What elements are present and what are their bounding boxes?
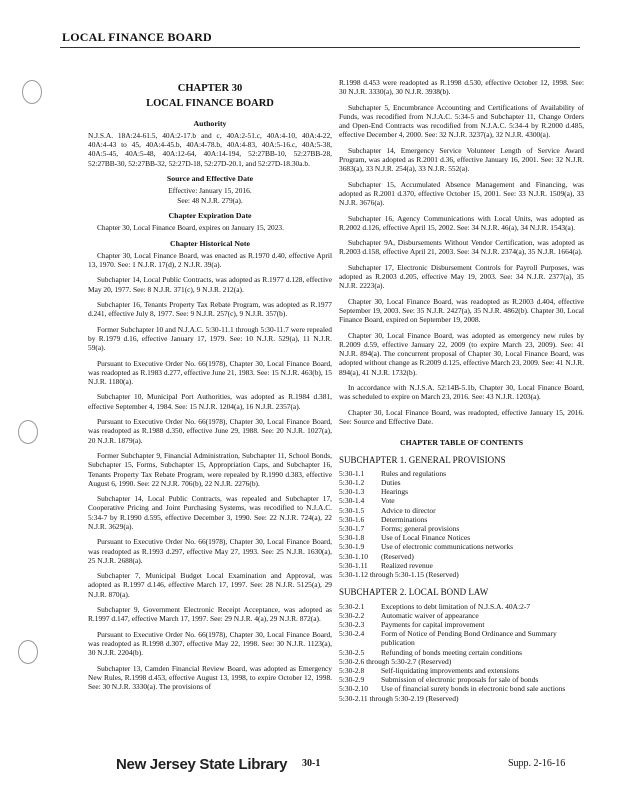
toc-row: 5:30-1.12 through 5:30-1.15 (Reserved) xyxy=(339,570,459,580)
authority-heading: Authority xyxy=(193,118,227,128)
page-number: 30-1 xyxy=(302,758,321,769)
supplement-date: Supp. 2-16-16 xyxy=(508,758,566,769)
toc-row: 5:30-1.4 Vote xyxy=(339,496,395,506)
toc-heading: CHAPTER TABLE OF CONTENTS xyxy=(399,438,524,448)
history-heading: Chapter Historical Note xyxy=(170,238,250,248)
toc-row: 5:30-1.11 Realized revenue xyxy=(339,560,433,570)
history-paragraph: Subchapter 15, Accumulated Absence Management and Financing, was adopted as R.2001 d.370, effective October 15, 2001. See: 33 N.J.R. 1509(a), 33 N.J.R. 3676(a). xyxy=(339,179,584,208)
history-paragraph: Subchapter 14, Emergency Service Volunteer Length of Service Award Program, was adopted as R.2001 d.36, effective January 16, 2001. See: 32 N.J.R. 3683(a), 33 N.J.R. 254(a), 33 N.J.R. 552(a). xyxy=(339,145,584,174)
toc-row: 5:30-2.2 Automatic waiver of appearance xyxy=(339,610,479,620)
toc-row: 5:30-1.3 Hearings xyxy=(339,487,409,497)
running-head: LOCAL FINANCE BOARD xyxy=(62,30,212,44)
history-paragraph: Chapter 30, Local Finance Board, was readopted as R.2003 d.404, effective September 19, 2003. See: 35 N.J.R. 2427(a), 35 N.J.R. 4862(b). Chapter 30, Local Finance Board, expired on September 19, 2008. xyxy=(339,296,584,325)
history-paragraph: Subchapter 10, Municipal Port Authorities, was adopted as R.1984 d.381, effective September 4, 1984. See: 15 N.J.R. 1204(a), 16 N.J.R. 2357(a). xyxy=(88,392,332,411)
history-paragraph: Subchapter 9, Government Electronic Receipt Acceptance, was adopted as R.1997 d.147, effective March 17, 1997. See: 29 N.J.R. 4(a), 29 N.J.R. 872(a). xyxy=(88,605,332,624)
history-paragraph: Chapter 30, Local Finance Board, was enacted as R.1970 d.40, effective April 13, 1970. See: 1 N.J.R. 17(d), 2 N.J.R. 39(a). xyxy=(88,250,332,270)
history-paragraph: Chapter 30, Local Finance Board, was readopted, effective January 15, 2016. See: Source and Effective Date. xyxy=(339,407,584,426)
history-paragraph: Pursuant to Executive Order No. 66(1978), Chapter 30, Local Finance Board, was readopted as R.1983 d.277, effective June 21, 1983. See: 15 N.J.R. 463(b), 15 N.J.R. 1180(a). xyxy=(88,358,332,387)
toc-row: 5:30-2.5 Refunding of bonds meeting certain conditions xyxy=(339,647,523,657)
source-citation: See: 48 N.J.R. 279(a). xyxy=(177,195,243,205)
toc-row: 5:30-2.3 Payments for capital improvement xyxy=(339,619,485,629)
history-paragraph: Subchapter 13, Camden Financial Review Board, was adopted as Emergency New Rules, R.1998 d.453, effective August 13, 1998, to expire October 12, 1998. See: 30 N.J.R. 3330(a). The provisions of xyxy=(88,663,332,692)
toc-row: 5:30-2.11 through 5:30-2.19 (Reserved) xyxy=(339,693,459,703)
library-logo: New Jersey State Library xyxy=(116,756,288,773)
toc-row: 5:30-2.6 through 5:30-2.7 (Reserved) xyxy=(339,656,452,666)
history-paragraph: In accordance with N.J.S.A. 52:14B-5.1b, Chapter 30, Local Finance Board, was scheduled to expire on March 23, 2016. See: 43 N.J.R. 1203(a). xyxy=(339,383,584,402)
punch-hole xyxy=(18,640,38,664)
history-paragraph: Subchapter 14, Local Public Contracts, was adopted as R.1977 d.128, effective May 20, 1977. See: 8 N.J.R. 371(c), 9 N.J.R. 212(a). xyxy=(88,275,332,294)
history-paragraph: Subchapter 16, Tenants Property Tax Rebate Program, was adopted as R.1977 d.241, effective July 8, 1977. See: 9 N.J.R. 257(c), 9 N.J.R. 357(b). xyxy=(88,300,332,319)
history-paragraph: Subchapter 7, Municipal Budget Local Examination and Approval, was adopted as R.1997 d.146, effective March 17, 1997. See: 28 N.J.R. 5125(a), 29 N.J.R. 870(a). xyxy=(88,571,332,599)
toc-row: 5:30-1.9 Use of electronic communications networks xyxy=(339,542,514,552)
toc-row: 5:30-2.1 Exceptions to debt limitation of N.J.S.A. 40A:2-7 xyxy=(339,601,531,611)
history-paragraph: Pursuant to Executive Order No. 66(1978), Chapter 30, Local Finance Board, was readopted as R.1993 d.297, effective May 27, 1993. See: 25 N.J.R. 1630(a), 25 N.J.R. 2688(a). xyxy=(88,537,332,565)
chapter-title: LOCAL FINANCE BOARD xyxy=(146,98,274,110)
history-paragraph: Former Subchapter 10 and N.J.A.C. 5:30-11.1 through 5:30-11.7 were repealed by R.1979 d.16, effective January 17, 1979. See: 10 N.J.R. 529(a), 11 N.J.R. 59(a). xyxy=(88,324,332,353)
history-paragraph: Subchapter 5, Encumbrance Accounting and Certifications of Availability of Funds, was recodified from N.J.A.C. 5:34-5 and Subchapter 11, Change Orders and Open-End Contracts was recodified from N.J.A.C. 5:34-4 by R.2000 d.485, effective December 4, 2000. See: 32 N.J.R. 3237(a), 32 N.J.R. 4300(a). xyxy=(339,102,584,140)
header-rule xyxy=(60,47,580,48)
chapter-number: CHAPTER 30 xyxy=(177,83,243,94)
history-paragraph: Subchapter 17, Electronic Disbursement Controls for Payroll Purposes, was adopted as R.2003 d.205, effective May 19, 2003. See: 34 N.J.R. 2377(a), 35 N.J.R. 2223(a). xyxy=(339,262,584,291)
source-heading: Source and Effective Date xyxy=(166,174,254,184)
expiration-heading: Chapter Expiration Date xyxy=(168,210,252,220)
history-paragraph: Subchapter 9A, Disbursements Without Vendor Certification, was adopted as R.2003 d.158, effective April 21, 2003. See: 34 N.J.R. 2374(a), 35 N.J.R. 1664(a). xyxy=(339,238,584,257)
toc-row: 5:30-2.9 Submission of electronic proposals for sale of bonds xyxy=(339,675,539,685)
history-paragraph: Subchapter 16, Agency Communications with Local Units, was adopted as R.2002 d.126, effective April 15, 2002. See: 34 N.J.R. 46(a), 34 N.J.R. 1543(a). xyxy=(339,213,584,232)
subchapter-2-title: SUBCHAPTER 2. LOCAL BOND LAW xyxy=(339,587,489,598)
authority-text: N.J.S.A. 18A:24-61.5, 40A:2-17.b and c, 40A:2-51.c, 40A:4-10, 40A:4-22, 40A:4-43 to 45, 40A:4-45.b, 40A:4-78.b, 40A:4-83, 40A:5-16.c, 40A:5-38, 40A:5-45, 40A:5-48, 40A:12-64, 40A:14-194, 52:27BB-10, 52:27BB-28, 52:27BB-30, 52:27BB-32, 52:27D-18, 52:27D-20.1, and 52:27D-18.30a.b. xyxy=(88,130,332,168)
toc-row: 5:30-2.4 Form of Notice of Pending Bond Ordinance and Summary publication xyxy=(339,629,557,648)
history-paragraph: Subchapter 14, Local Public Contracts, was repealed and Subchapter 17, Cooperative Pricing and Joint Purchasing Systems, was recodified to N.J.A.C. 5:34-7 by R.1990 d.595, effective December 3, 1990. See: 22 N.J.R. 724(a), 22 N.J.R. 3629(a). xyxy=(88,494,332,531)
toc-row: 5:30-1.7 Forms; general provisions xyxy=(339,524,460,534)
toc-row: 5:30-1.10 (Reserved) xyxy=(339,551,414,561)
toc-row: 5:30-1.1 Rules and regulations xyxy=(339,468,446,478)
subchapter-1-title: SUBCHAPTER 1. GENERAL PROVISIONS xyxy=(339,454,506,465)
toc-row: 5:30-1.2 Duties xyxy=(339,478,401,487)
punch-hole xyxy=(22,80,42,104)
history-paragraph: R.1998 d.453 were readopted as R.1998 d.530, effective October 12, 1998. See: 30 N.J.R. 3330(a), 30 N.J.R. 3938(b). xyxy=(339,78,584,97)
history-paragraph: Pursuant to Executive Order No. 66(1978), Chapter 30, Local Finance Board, was readopted as R.1988 d.350, effective June 29, 1988. See: 20 N.J.R. 1027(a), 20 N.J.R. 1879(a). xyxy=(88,417,332,445)
history-paragraph: Pursuant to Executive Order No. 66(1978), Chapter 30, Local Finance Board, was readopted as R.1998 d.307, effective May 22, 1998. See: 30 N.J.R. 1123(a), 30 N.J.R. 2204(b). xyxy=(88,629,332,658)
effective-date: Effective: January 15, 2016. xyxy=(168,186,252,196)
history-paragraph: Former Subchapter 9, Financial Administration, Subchapter 11, School Bonds, Subchapter 15, Forms, Subchapter 15, Appropriation Caps, and Subchapter 16, Tenants Property Tax Rebate Program, were repealed by R.1990 d.383, effective August 6, 1990. See: 22 N.J.R. 706(b), 22 N.J.R. 2276(b). xyxy=(88,450,332,488)
toc-row: 5:30-2.8 Self-liquidating improvements and extensions xyxy=(339,665,520,675)
expiration-text: Chapter 30, Local Finance Board, expires on January 15, 2023. xyxy=(97,223,284,233)
history-paragraph: Chapter 30, Local Finance Board, was adopted as emergency new rules by R.2009 d.59, effective January 22, 2009 (to expire March 23, 2009). See: 41 N.J.R. 894(a). The concurrent proposal of Chapter 30, Local Finance Board, was adopted without change as R.2009 d.125, effective March 23, 2009. See: 41 N.J.R. 894(a), 41 N.J.R. 1732(b). xyxy=(339,330,584,377)
punch-hole xyxy=(18,420,38,444)
toc-row: 5:30-2.10 Use of financial surety bonds in electronic bond sale auctions xyxy=(339,684,566,694)
right-column xyxy=(339,78,584,703)
toc-row: 5:30-1.8 Use of Local Finance Notices xyxy=(339,533,471,543)
toc-row: 5:30-1.6 Determinations xyxy=(339,514,428,524)
left-column xyxy=(88,78,332,697)
toc-row: 5:30-1.5 Advice to director xyxy=(339,505,436,515)
